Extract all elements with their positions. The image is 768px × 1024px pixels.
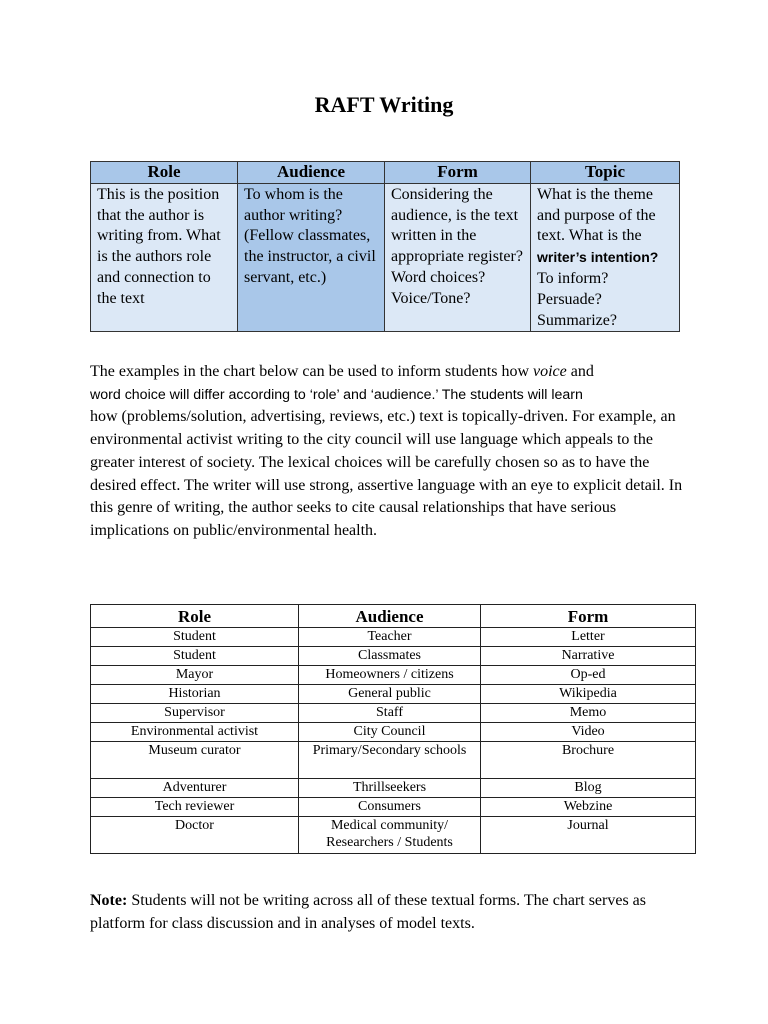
table-row bbox=[91, 742, 696, 779]
cell-audience: Teacher bbox=[299, 628, 481, 647]
table-row bbox=[91, 685, 696, 704]
intro-paragraph bbox=[90, 361, 690, 543]
cell-role: Museum curator bbox=[91, 742, 299, 779]
examples-table bbox=[90, 604, 696, 854]
para-part-1: The examples in the chart below can be used to inform students how bbox=[90, 363, 533, 380]
cell-form: Journal bbox=[481, 817, 696, 854]
note-label: Note: bbox=[90, 892, 128, 909]
cell-role: Adventurer bbox=[91, 779, 299, 798]
cell-role: Doctor bbox=[91, 817, 299, 854]
cell-audience: General public bbox=[299, 685, 481, 704]
raft-header-role: Role bbox=[91, 162, 238, 184]
table-row bbox=[91, 798, 696, 817]
examples-header-audience: Audience bbox=[299, 605, 481, 628]
table-row bbox=[91, 723, 696, 742]
cell-audience: Classmates bbox=[299, 647, 481, 666]
raft-header-form: Form bbox=[385, 162, 531, 184]
cell-audience: Medical community/ Researchers / Students bbox=[299, 817, 481, 854]
cell-form: Op-ed bbox=[481, 666, 696, 685]
table-row bbox=[91, 704, 696, 723]
topic-text-start: What is the theme and purpose of the text. What is the bbox=[537, 185, 656, 245]
cell-form: Blog bbox=[481, 779, 696, 798]
raft-body-row bbox=[91, 183, 680, 332]
raft-cell-form: Considering the audience, is the text written in the appropriate register? Word choices? Voice/Tone? bbox=[385, 183, 531, 332]
cell-form: Brochure bbox=[481, 742, 696, 779]
cell-audience: Thrillseekers bbox=[299, 779, 481, 798]
para-part-2: and bbox=[566, 363, 594, 380]
raft-cell-topic bbox=[531, 183, 680, 332]
para-part-3: how (problems/solution, advertising, reviews, etc.) text is topically-driven. For example, an environmental activist writing to the city council will use language which appeals to the greater interest of society. The lexical choices will be carefully chosen so as to have the desired effect. The writer will use strong, assertive language with an eye to explicit detail. In this genre of writing, the author seeks to cite causal relationships that have serious implications on public/environmental health. bbox=[90, 408, 683, 539]
table-row bbox=[91, 647, 696, 666]
cell-role: Environmental activist bbox=[91, 723, 299, 742]
examples-header-row bbox=[91, 605, 696, 628]
cell-role: Student bbox=[91, 628, 299, 647]
cell-form: Video bbox=[481, 723, 696, 742]
note-text: Students will not be writing across all of these textual forms. The chart serves as platform for class discussion and in analyses of model texts. bbox=[90, 892, 647, 932]
cell-form: Narrative bbox=[481, 647, 696, 666]
cell-form: Webzine bbox=[481, 798, 696, 817]
table-row bbox=[91, 779, 696, 798]
page-title: RAFT Writing bbox=[314, 92, 454, 117]
para-sans-line: word choice will differ according to ‘role’ and ‘audience.’ The students will learn bbox=[90, 386, 583, 403]
table-row bbox=[91, 666, 696, 685]
cell-role: Supervisor bbox=[91, 704, 299, 723]
raft-header-row bbox=[91, 162, 680, 184]
note-paragraph bbox=[90, 889, 690, 935]
cell-role: Student bbox=[91, 647, 299, 666]
cell-audience: Staff bbox=[299, 704, 481, 723]
raft-cell-role: This is the position that the author is writing from. What is the authors role and connection to the text bbox=[91, 183, 238, 332]
table-row bbox=[91, 817, 696, 854]
topic-text-bold: writer’s intention? bbox=[537, 249, 659, 266]
cell-audience: Homeowners / citizens bbox=[299, 666, 481, 685]
table-row bbox=[91, 628, 696, 647]
cell-audience: City Council bbox=[299, 723, 481, 742]
examples-header-form: Form bbox=[481, 605, 696, 628]
raft-table bbox=[90, 161, 680, 332]
examples-header-role: Role bbox=[91, 605, 299, 628]
cell-form: Letter bbox=[481, 628, 696, 647]
cell-form: Wikipedia bbox=[481, 685, 696, 704]
raft-cell-audience: To whom is the author writing? (Fellow classmates, the instructor, a civil servant, etc.) bbox=[238, 183, 385, 332]
topic-text-end: To inform? Persuade? Summarize? bbox=[537, 269, 617, 329]
cell-audience: Consumers bbox=[299, 798, 481, 817]
raft-header-topic: Topic bbox=[531, 162, 680, 184]
raft-header-audience: Audience bbox=[238, 162, 385, 184]
cell-role: Historian bbox=[91, 685, 299, 704]
cell-role: Mayor bbox=[91, 666, 299, 685]
cell-audience: Primary/Secondary schools bbox=[299, 742, 481, 779]
cell-role: Tech reviewer bbox=[91, 798, 299, 817]
cell-form: Memo bbox=[481, 704, 696, 723]
para-voice: voice bbox=[533, 363, 567, 380]
